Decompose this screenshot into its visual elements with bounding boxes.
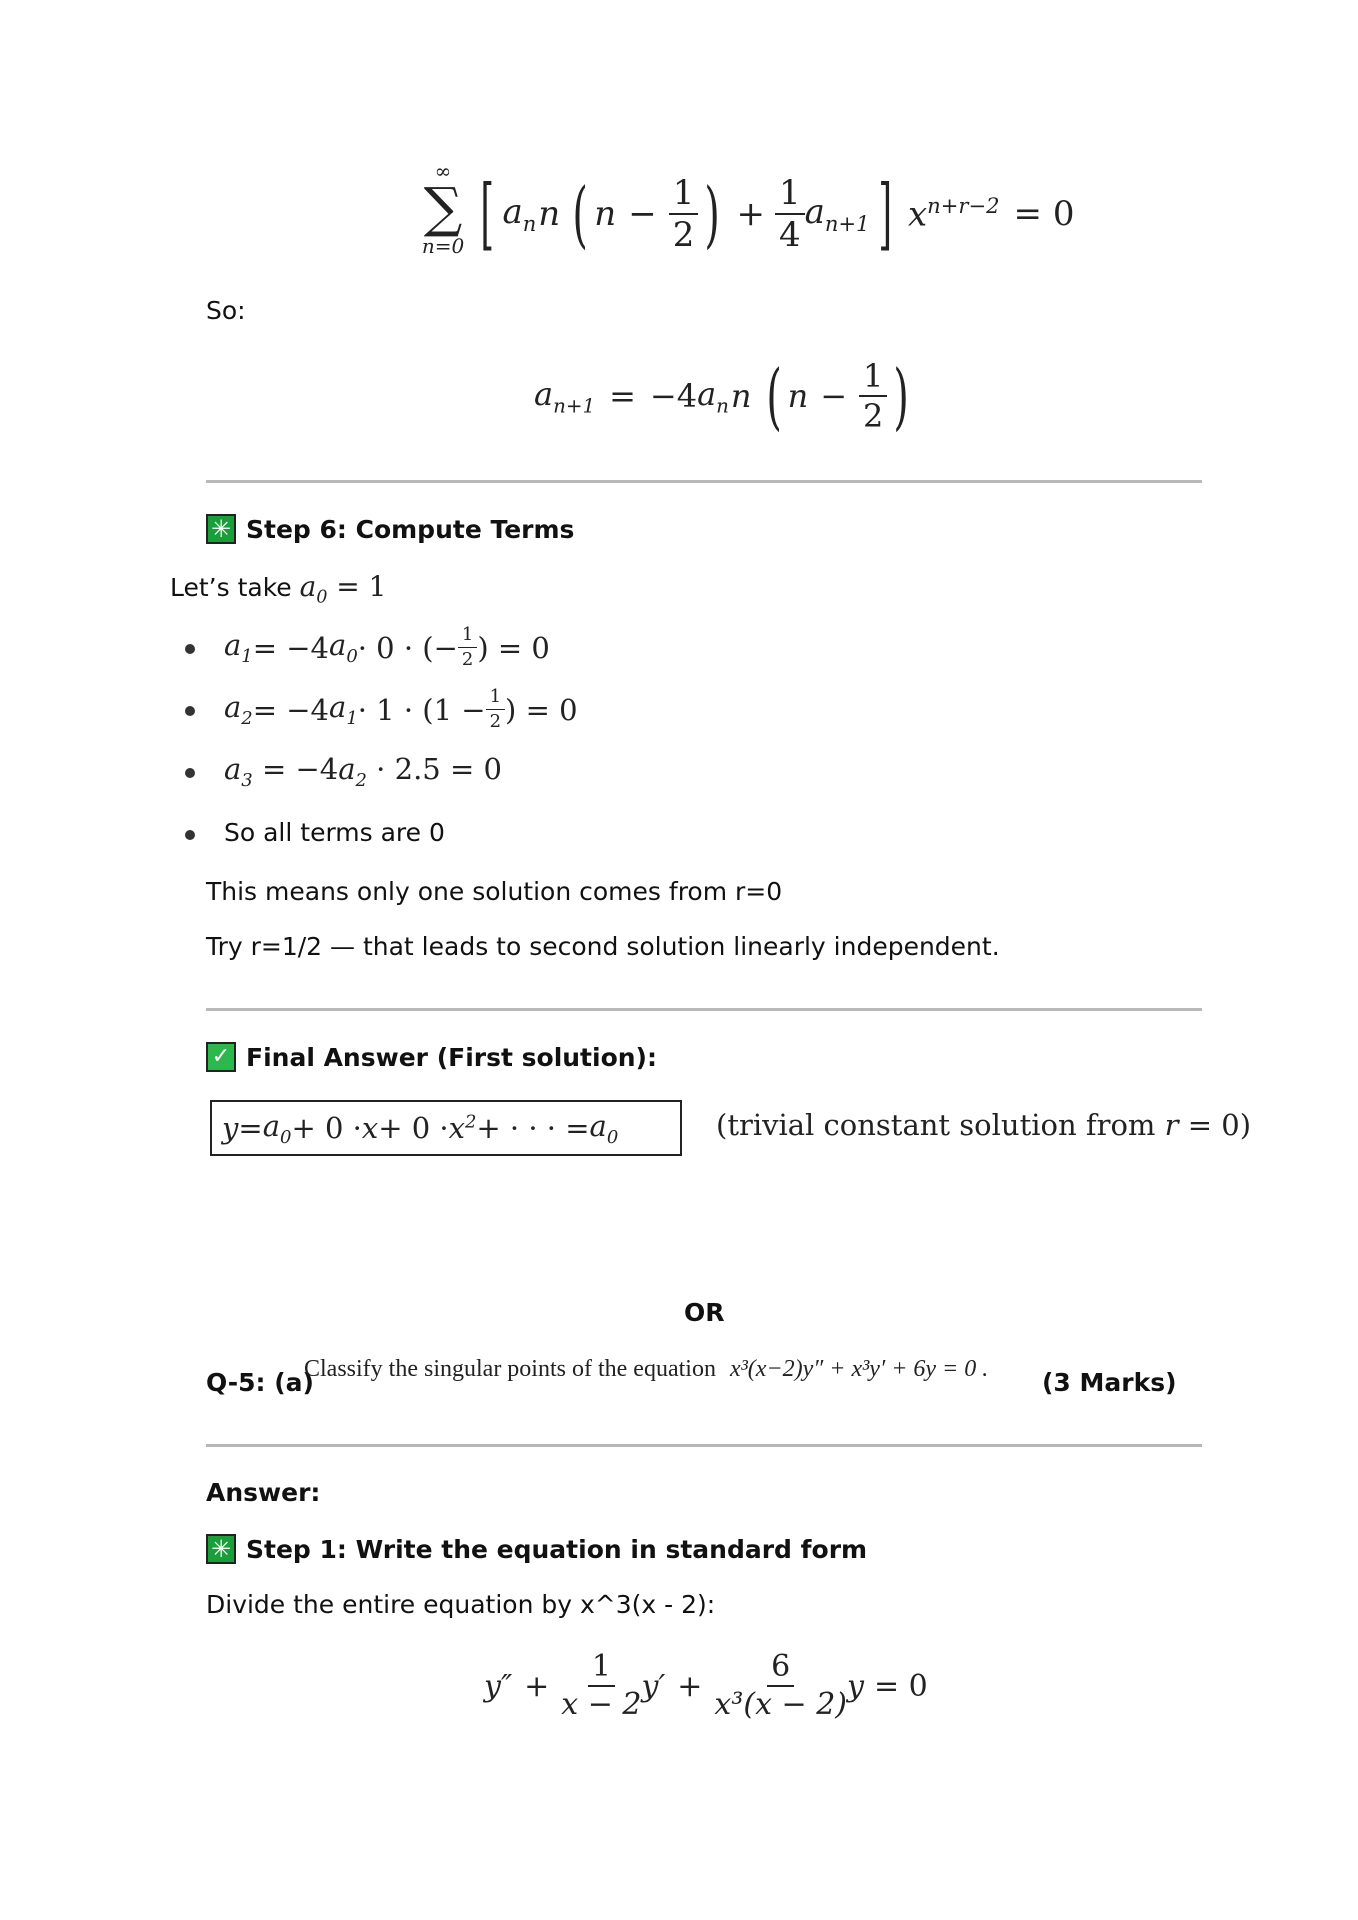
divider bbox=[206, 480, 1202, 483]
power-x: $x^{n+r-2}$ bbox=[907, 193, 1000, 235]
plus-sign: + bbox=[524, 1668, 550, 1704]
final-boxed-answer: y = $a_0$ + 0 · x + 0 · $x^2$ + · · · = $a_0$ bbox=[210, 1100, 682, 1156]
coef-a-next: $a_{n+1}$ bbox=[804, 192, 870, 236]
recurrence-a: $a_n$ bbox=[697, 374, 729, 418]
right-paren: ) bbox=[704, 172, 721, 256]
term-a3: $a_3 = -4a_2 \cdot 2.5 = 0$ bbox=[224, 752, 502, 791]
bullet-dot bbox=[185, 830, 195, 840]
fraction-one-over-x-minus-2: $\frac{1}{x - 2}$ bbox=[561, 1649, 642, 1722]
divider bbox=[206, 1444, 1202, 1447]
left-paren: ( bbox=[572, 172, 588, 256]
lets-take-text: Let’s take bbox=[170, 573, 300, 602]
recurrence-inner-n: n bbox=[787, 377, 809, 415]
fraction-half: $\frac{1}{2}$ bbox=[669, 176, 699, 252]
recurrence-equals: = bbox=[609, 377, 636, 415]
term-a1: $a_1$ = −4 $a_0$ · 0 · (− $\frac{1}{2}$ ) = 0 bbox=[224, 624, 550, 670]
or-label: OR bbox=[684, 1298, 725, 1327]
fraction-six-over-x3: $\frac{6}{\text{x³(x − 2)}}$ bbox=[714, 1649, 847, 1722]
standard-form-equation bbox=[484, 1638, 928, 1734]
y-term: y bbox=[847, 1668, 864, 1704]
recurrence-right-paren: ) bbox=[893, 354, 910, 438]
final-title: Final Answer (First solution): bbox=[246, 1042, 657, 1072]
equals-zero: = 0 bbox=[873, 1668, 928, 1704]
sparkle-icon: ✳ bbox=[206, 1534, 236, 1564]
step1-heading bbox=[206, 1534, 867, 1564]
lets-take-var: $a_0$ bbox=[299, 570, 328, 608]
plus-sign: + bbox=[677, 1668, 703, 1704]
coef-a: $a_n$ bbox=[502, 192, 537, 236]
question-equation: x³(x−2)y″ + x³y′ + 6y = 0 . bbox=[729, 1356, 989, 1382]
term-a2: $a_2$ = −4 $a_1$ · 1 · (1 − $\frac{1}{2}$ ) = 0 bbox=[224, 686, 578, 732]
step6-title: Step 6: Compute Terms bbox=[246, 514, 575, 544]
sum-sign: ∑ bbox=[423, 176, 463, 239]
recurrence-lhs: $a_{n+1}$ bbox=[534, 374, 596, 418]
final-heading bbox=[206, 1042, 657, 1072]
y-prime: y′ bbox=[641, 1668, 666, 1704]
series-equation bbox=[418, 159, 1075, 274]
bullet-dot bbox=[185, 644, 195, 654]
step6-heading bbox=[206, 514, 574, 544]
final-note: (trivial constant solution from r = 0) bbox=[716, 1108, 1252, 1142]
answer-label: Answer: bbox=[206, 1478, 321, 1507]
minus-sign: − bbox=[628, 194, 657, 234]
question-label: Q-5: (a) bbox=[206, 1368, 314, 1397]
divider bbox=[206, 1008, 1202, 1011]
all-zero-text: So all terms are 0 bbox=[224, 818, 445, 847]
factor-n: n bbox=[538, 194, 561, 234]
try-half-text: Try r=1/2 — that leads to second solution linearly independent. bbox=[206, 932, 1000, 961]
right-bracket: ] bbox=[877, 169, 892, 259]
equals-zero: = 0 bbox=[1013, 194, 1075, 234]
question-text: Classify the singular points of the equation x³(x−2)y″ + x³y′ + 6y = 0 . bbox=[304, 1356, 989, 1382]
step1-title: Step 1: Write the equation in standard form bbox=[246, 1534, 868, 1564]
so-label: So: bbox=[206, 296, 246, 325]
lets-take-line bbox=[170, 570, 386, 608]
recurrence-fraction-half: $\frac{1}{2}$ bbox=[859, 360, 887, 432]
divide-text: Divide the entire equation by x^3(x - 2): bbox=[206, 1590, 716, 1619]
bullet-dot bbox=[185, 768, 195, 778]
recurrence-left-paren: ( bbox=[765, 354, 782, 438]
question-marks: (3 Marks) bbox=[1042, 1368, 1177, 1397]
checkmark-icon: ✓ bbox=[206, 1042, 236, 1072]
sum-upper-limit: ∞ bbox=[434, 159, 452, 183]
recurrence-equation bbox=[534, 348, 916, 444]
plus-sign: + bbox=[736, 194, 765, 234]
bullet-dot bbox=[185, 706, 195, 716]
left-bracket: [ bbox=[480, 169, 495, 259]
fraction-quarter: $\frac{1}{4}$ bbox=[775, 176, 805, 252]
only-one-text: This means only one solution comes from r=0 bbox=[206, 877, 783, 906]
recurrence-coef: −4 bbox=[649, 377, 698, 415]
y-double-prime: y″ bbox=[484, 1668, 513, 1704]
recurrence-n: n bbox=[730, 377, 752, 415]
inner-n: n bbox=[594, 194, 617, 234]
lets-take-value: = 1 bbox=[327, 570, 387, 603]
recurrence-minus: − bbox=[820, 377, 848, 415]
sparkle-icon: ✳ bbox=[206, 514, 236, 544]
sum-lower-limit: n=0 bbox=[421, 234, 465, 258]
